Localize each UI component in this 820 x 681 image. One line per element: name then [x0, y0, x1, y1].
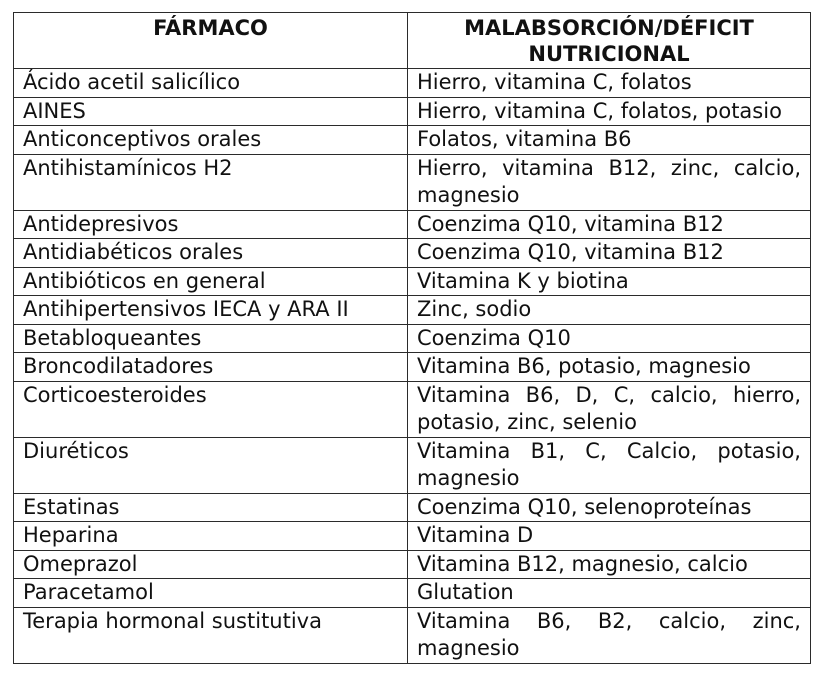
table-row: [14, 97, 811, 126]
nutrient-cell: Vitamina B12, magnesio, calcio: [408, 550, 811, 579]
table-row: [14, 522, 811, 551]
nutrient-cell: Vitamina B6, B2, calcio, zinc, magnesio: [408, 607, 811, 663]
drug-cell: Broncodilatadores: [14, 353, 408, 382]
nutrient-cell: Coenzima Q10, vitamina B12: [408, 239, 811, 268]
drug-cell: Diuréticos: [14, 437, 408, 493]
table-row: [14, 296, 811, 325]
drug-cell: Estatinas: [14, 493, 408, 522]
table-row: [14, 550, 811, 579]
nutrient-cell: Hierro, vitamina C, folatos, potasio: [408, 97, 811, 126]
nutrient-cell: Vitamina K y biotina: [408, 267, 811, 296]
drug-cell: Antihipertensivos IECA y ARA II: [14, 296, 408, 325]
drug-cell: Paracetamol: [14, 579, 408, 608]
drug-cell: Heparina: [14, 522, 408, 551]
table-row: [14, 493, 811, 522]
drug-cell: Betabloqueantes: [14, 324, 408, 353]
table-row: [14, 154, 811, 210]
drug-cell: Corticoesteroides: [14, 381, 408, 437]
drug-cell: Anticonceptivos orales: [14, 126, 408, 155]
drug-cell: Ácido acetil salicílico: [14, 69, 408, 98]
table-row: [14, 210, 811, 239]
drug-cell: Antidiabéticos orales: [14, 239, 408, 268]
table-row: [14, 69, 811, 98]
table-row: [14, 579, 811, 608]
table-row: [14, 239, 811, 268]
table-row: [14, 126, 811, 155]
nutrient-cell: Hierro, vitamina B12, zinc, calcio, magnesio: [408, 154, 811, 210]
table-row: [14, 267, 811, 296]
drug-cell: Antibióticos en general: [14, 267, 408, 296]
nutrient-cell: Glutation: [408, 579, 811, 608]
drug-cell: Omeprazol: [14, 550, 408, 579]
table-row: [14, 381, 811, 437]
table-row: [14, 437, 811, 493]
drug-cell: Antihistamínicos H2: [14, 154, 408, 210]
drug-nutrient-table-container: [13, 12, 810, 664]
nutrient-cell: Coenzima Q10, vitamina B12: [408, 210, 811, 239]
nutrient-cell: Vitamina B6, D, C, calcio, hierro, potasio, zinc, selenio: [408, 381, 811, 437]
drug-cell: AINES: [14, 97, 408, 126]
header-row: [14, 13, 811, 69]
table-header: [14, 13, 811, 69]
nutrient-cell: Coenzima Q10: [408, 324, 811, 353]
drug-cell: Terapia hormonal sustitutiva: [14, 607, 408, 663]
nutrient-cell: Zinc, sodio: [408, 296, 811, 325]
drug-cell: Antidepresivos: [14, 210, 408, 239]
nutrient-cell: Vitamina B1, C, Calcio, potasio, magnesio: [408, 437, 811, 493]
drug-nutrient-table: [13, 12, 811, 664]
table-row: [14, 324, 811, 353]
table-row: [14, 353, 811, 382]
header-nutrient-deficit: MALABSORCIÓN/DÉFICIT NUTRICIONAL: [408, 13, 811, 69]
header-drug: FÁRMACO: [14, 13, 408, 69]
nutrient-cell: Hierro, vitamina C, folatos: [408, 69, 811, 98]
table-row: [14, 607, 811, 663]
table-body: [14, 69, 811, 664]
nutrient-cell: Vitamina D: [408, 522, 811, 551]
nutrient-cell: Folatos, vitamina B6: [408, 126, 811, 155]
nutrient-cell: Coenzima Q10, selenoproteínas: [408, 493, 811, 522]
nutrient-cell: Vitamina B6, potasio, magnesio: [408, 353, 811, 382]
